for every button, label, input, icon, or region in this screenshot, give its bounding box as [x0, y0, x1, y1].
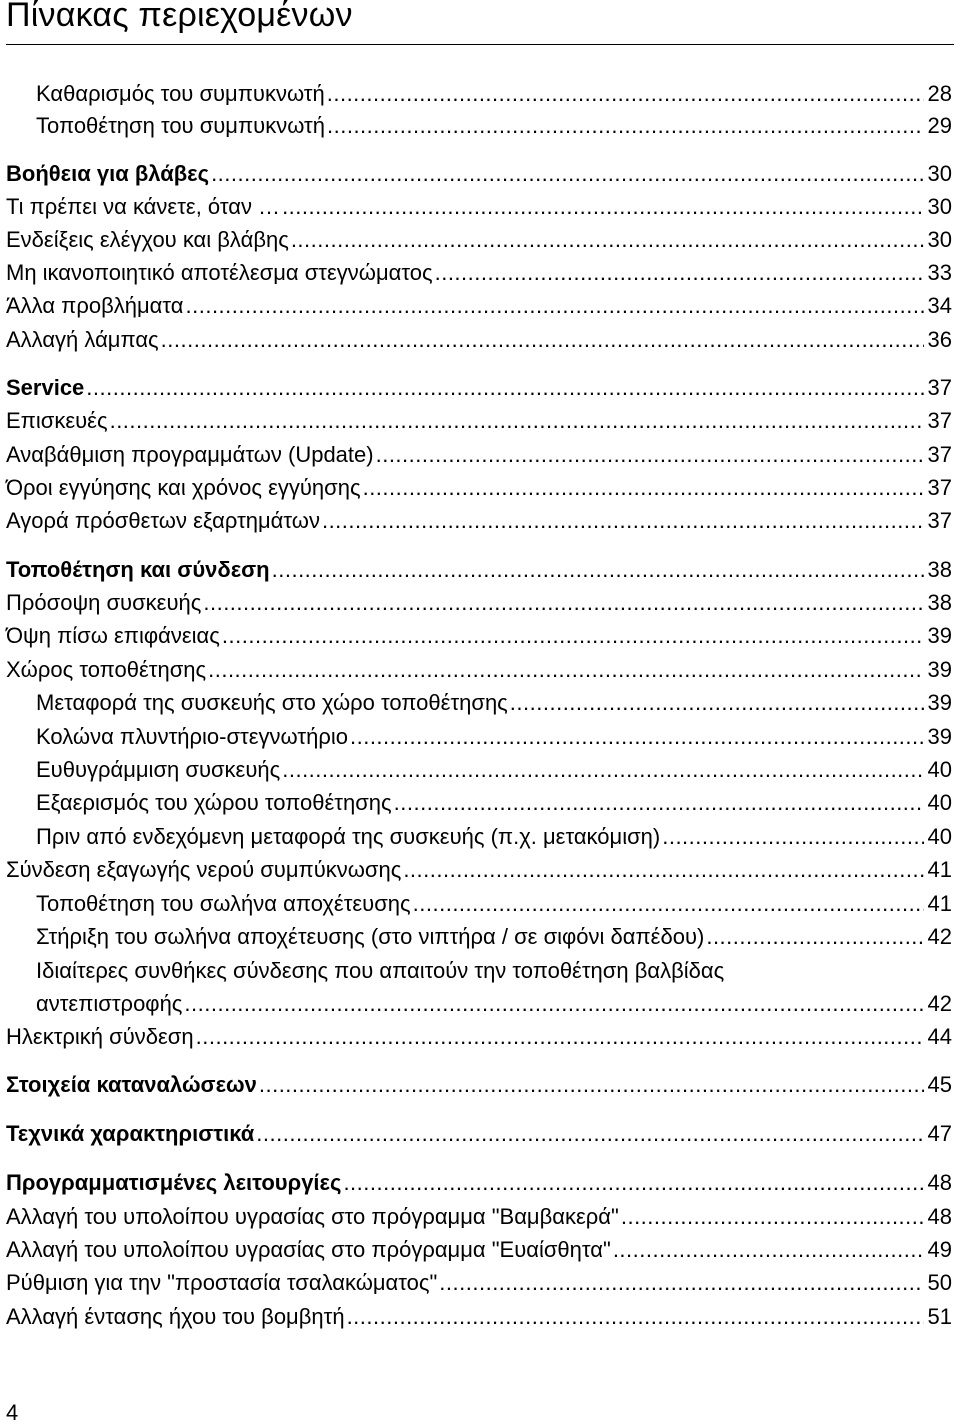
toc-entry-page: 39: [927, 724, 952, 749]
toc-entry[interactable]: [6, 855, 952, 885]
toc-leader-dots: [211, 159, 923, 189]
toc-leader-dots: [256, 1119, 923, 1149]
toc-entry[interactable]: [6, 588, 952, 618]
toc-entry[interactable]: [36, 788, 952, 818]
toc-entry-title-line1: Ιδιαίτερες συνθήκες σύνδεσης που απαιτούν την τοποθέτηση βαλβίδας: [36, 958, 725, 983]
toc-entry-page: 40: [927, 824, 952, 849]
toc-entry[interactable]: [36, 822, 952, 852]
toc-leader-dots: [86, 373, 923, 403]
toc-leader-dots: [282, 755, 923, 785]
toc-entry[interactable]: [36, 889, 952, 919]
toc-entry-page: 38: [927, 590, 952, 615]
toc-entry-title: Ηλεκτρική σύνδεση: [6, 1024, 194, 1049]
toc-leader-dots: [613, 1235, 924, 1265]
toc-entry-page: 41: [927, 857, 952, 882]
toc-entry-page: 47: [927, 1121, 952, 1146]
toc-entry-title: Τοποθέτηση του συμπυκνωτή: [36, 113, 325, 138]
page-number: 4: [6, 1400, 19, 1425]
toc-entry-page: 30: [927, 227, 952, 252]
toc-entry-title: Όροι εγγύησης και χρόνος εγγύησης: [6, 475, 361, 500]
toc-leader-dots: [282, 192, 923, 222]
toc-entry[interactable]: [36, 755, 952, 785]
toc-entry-page: 42: [927, 924, 952, 949]
toc-leader-dots: [327, 111, 924, 141]
toc-entry-title: Ενδείξεις ελέγχου και βλάβης: [6, 227, 289, 252]
toc-leader-dots: [222, 621, 924, 651]
toc-entry[interactable]: [6, 291, 952, 321]
toc-leader-dots: [259, 1070, 924, 1100]
toc-entry-title: Όψη πίσω επιφάνειας: [6, 623, 220, 648]
toc-leader-dots: [621, 1202, 924, 1232]
toc-entry-page: 28: [927, 81, 952, 106]
toc-entry-page: 40: [927, 790, 952, 815]
toc-entry[interactable]: [6, 1202, 952, 1232]
toc-leader-dots: [413, 889, 924, 919]
toc-entry[interactable]: [6, 506, 952, 536]
toc-entry-page: 37: [927, 508, 952, 533]
toc-leader-dots: [376, 440, 924, 470]
toc-entry[interactable]: [6, 440, 952, 470]
toc-entry-title: αντεπιστροφής: [36, 991, 183, 1016]
toc-entry-page: 42: [927, 991, 952, 1016]
toc-entry-page: 29: [927, 113, 952, 138]
toc-entry-title: Στήριξη του σωλήνα αποχέτευσης (στο νιπτήρα / σε σιφόνι δαπέδου): [36, 924, 705, 949]
toc-leader-dots: [510, 688, 924, 718]
toc-entry-page: 50: [927, 1270, 952, 1295]
toc-section-entry[interactable]: [6, 373, 952, 403]
toc-entry-page: 41: [927, 891, 952, 916]
toc-entry-title: Service: [6, 375, 85, 400]
toc-entry-title: Πριν από ενδεχόμενη μεταφορά της συσκευής (π.χ. μετακόμιση): [36, 824, 661, 849]
toc-entry-page: 37: [927, 475, 952, 500]
toc-entry-title: Αλλαγή του υπολοίπου υγρασίας στο πρόγραμμα "Ευαίσθητα": [6, 1237, 611, 1262]
toc-entry-page: 44: [927, 1024, 952, 1049]
toc-entry-title: Αλλαγή λάμπας: [6, 327, 159, 352]
toc-entry-title: Τοποθέτηση και σύνδεση: [6, 557, 270, 582]
toc-entry-page: 51: [927, 1304, 952, 1329]
toc-leader-dots: [347, 1302, 924, 1332]
title-rule: [6, 44, 954, 45]
toc-entry[interactable]: [6, 192, 952, 222]
toc-leader-dots: [184, 989, 923, 1019]
toc-section-entry[interactable]: [6, 555, 952, 585]
toc-entry-page: 39: [927, 690, 952, 715]
toc-section-entry[interactable]: [6, 1119, 952, 1149]
toc-entry[interactable]: [6, 473, 952, 503]
toc-leader-dots: [272, 555, 924, 585]
toc-entry-page: 30: [927, 161, 952, 186]
toc-entry-title: Πρόσοψη συσκευής: [6, 590, 202, 615]
toc-entry-page: 30: [927, 194, 952, 219]
toc-entry-title: Αναβάθμιση προγραμμάτων (Update): [6, 442, 374, 467]
toc-entry[interactable]: [36, 688, 952, 718]
toc-entry-title: Αλλαγή έντασης ήχου του βομβητή: [6, 1304, 345, 1329]
toc-entry-title: Βοήθεια για βλάβες: [6, 161, 210, 186]
toc-entry[interactable]: [36, 722, 952, 752]
toc-entry-page: 39: [927, 657, 952, 682]
toc-entry[interactable]: [6, 1235, 952, 1265]
toc-entry-page: 39: [927, 623, 952, 648]
toc-entry-title: Καθαρισμός του συμπυκνωτή: [36, 81, 325, 106]
toc-entry-title: Τοποθέτηση του σωλήνα αποχέτευσης: [36, 891, 411, 916]
toc-leader-dots: [186, 291, 924, 321]
toc-leader-dots: [706, 922, 923, 952]
toc-entry-page: 37: [927, 408, 952, 433]
toc-leader-dots: [435, 258, 924, 288]
toc-entry-title: Χώρος τοποθέτησης: [6, 657, 207, 682]
toc-entry[interactable]: [36, 111, 952, 141]
toc-section-entry[interactable]: [6, 159, 952, 189]
toc-leader-dots: [110, 406, 924, 436]
toc-entry[interactable]: [6, 1022, 952, 1052]
toc-leader-dots: [403, 855, 923, 885]
toc-entry[interactable]: [6, 406, 952, 436]
page-title: Πίνακας περιεχομένων: [6, 0, 353, 34]
toc-entry-page: 37: [927, 375, 952, 400]
toc-entry[interactable]: [6, 655, 952, 685]
toc-entry-title: Μη ικανοποιητικό αποτέλεσμα στεγνώματος: [6, 260, 433, 285]
toc-entry[interactable]: [6, 325, 952, 355]
toc-entry-title: Στοιχεία καταναλώσεων: [6, 1072, 257, 1097]
toc-entry-title: Αγορά πρόσθετων εξαρτημάτων: [6, 508, 320, 533]
toc-entry-page: 37: [927, 442, 952, 467]
toc-entry-page: 38: [927, 557, 952, 582]
toc-entry-title: Τι πρέπει να κάνετε, όταν …: [6, 194, 281, 219]
toc-entry-page: 49: [927, 1237, 952, 1262]
toc-leader-dots: [196, 1022, 924, 1052]
toc-entry-title: Ευθυγράμμιση συσκευής: [36, 757, 281, 782]
toc-leader-dots: [322, 506, 924, 536]
toc-entry[interactable]: [6, 225, 952, 255]
toc-leader-dots: [161, 325, 924, 355]
toc-leader-dots: [203, 588, 923, 618]
toc-leader-dots: [439, 1268, 923, 1298]
toc-entry[interactable]: [6, 258, 952, 288]
toc-entry-title: Άλλα προβλήματα: [6, 293, 184, 318]
toc-entry-title: Επισκευές: [6, 408, 108, 433]
toc-leader-dots: [343, 1168, 923, 1198]
toc-entry-title: Κολώνα πλυντήριο-στεγνωτήριο: [36, 724, 348, 749]
toc-entry[interactable]: [6, 1302, 952, 1332]
toc-entry-page: 40: [927, 757, 952, 782]
toc-entry-page: 45: [927, 1072, 952, 1097]
toc-entry-title: Μεταφορά της συσκευής στο χώρο τοποθέτησης: [36, 690, 508, 715]
toc-entry-page: 48: [927, 1170, 952, 1195]
toc-entry[interactable]: [6, 621, 952, 651]
toc-entry-title: Προγραμματισμένες λειτουργίες: [6, 1170, 342, 1195]
toc-section-entry[interactable]: [6, 1168, 952, 1198]
toc-entry[interactable]: [6, 1268, 952, 1298]
toc-entry-title: Αλλαγή του υπολοίπου υγρασίας στο πρόγραμμα "Βαμβακερά": [6, 1204, 619, 1229]
toc-leader-dots: [350, 722, 924, 752]
toc-entry[interactable]: [36, 79, 952, 109]
toc-leader-dots: [394, 788, 924, 818]
toc-entry-title: Ρύθμιση για την "προστασία τσαλακώματος": [6, 1270, 438, 1295]
toc-leader-dots: [662, 822, 923, 852]
toc-section-entry[interactable]: [6, 1070, 952, 1100]
toc-entry-title: Τεχνικά χαρακτηριστικά: [6, 1121, 255, 1146]
toc-leader-dots: [208, 655, 923, 685]
toc-leader-dots: [363, 473, 924, 503]
toc-entry-page: 48: [927, 1204, 952, 1229]
toc-leader-dots: [327, 79, 924, 109]
toc-entry-title: Σύνδεση εξαγωγής νερού συμπύκνωσης: [6, 857, 402, 882]
toc-leader-dots: [291, 225, 924, 255]
toc-entry-title: Εξαερισμός του χώρου τοποθέτησης: [36, 790, 392, 815]
toc-entry[interactable]: [36, 922, 952, 952]
toc-entry-page: 34: [927, 293, 952, 318]
toc-entry-page: 33: [927, 260, 952, 285]
toc-entry-page: 36: [927, 327, 952, 352]
toc-entry[interactable]: [36, 989, 952, 1019]
